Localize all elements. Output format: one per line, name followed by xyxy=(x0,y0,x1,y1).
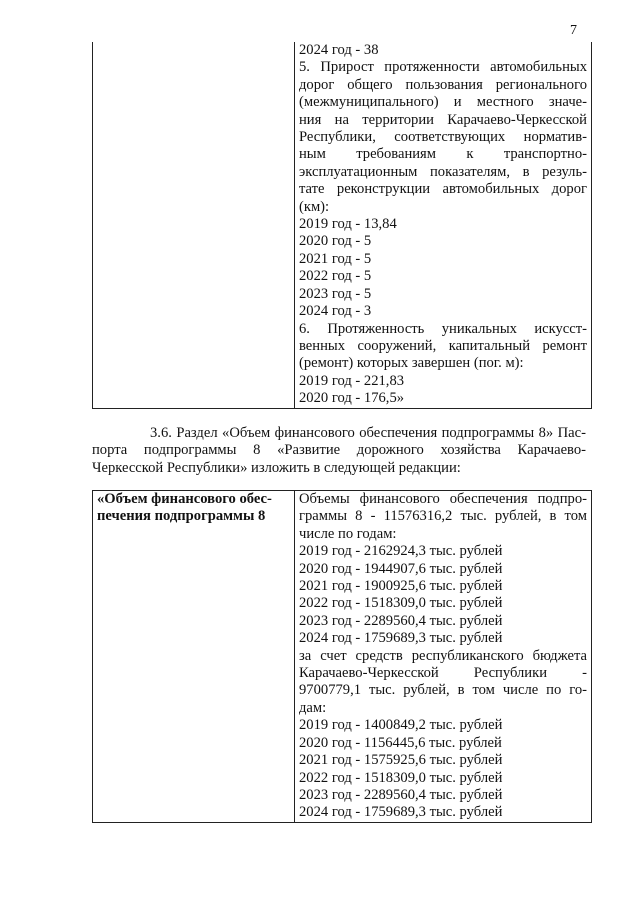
text-line: 3.6. Раздел «Объем финансового обеспечения подпрограммы 8» Пас- xyxy=(150,425,586,441)
text-line: 2019 год - 2162924,3 тыс. рублей xyxy=(299,543,503,560)
text-line: 6. Протяженность уникальных искусст- xyxy=(299,320,587,337)
text-line: 2020 год - 1156445,6 тыс. рублей xyxy=(299,734,502,751)
text-line: 2022 год - 5 xyxy=(299,268,372,285)
text-line: 2023 год - 2289560,4 тыс. рублей xyxy=(299,612,503,629)
text-line: 2022 год - 1518309,0 тыс. рублей xyxy=(299,769,503,786)
text-line: Карачаево-Черкесской Республики - xyxy=(299,665,587,682)
text-line: 2019 год - 221,83 xyxy=(299,372,405,389)
text-line: тате реконструкции автомобильных дорог xyxy=(299,181,587,198)
text-line: (ремонт) которых завершен (пог. м): xyxy=(299,355,524,372)
text-line: 2021 год - 1900925,6 тыс. рублей xyxy=(299,578,503,595)
page-number: 7 xyxy=(570,23,577,38)
text-line: (км): xyxy=(299,198,330,215)
text-line: 2021 год - 1575925,6 тыс. рублей xyxy=(299,752,503,769)
text-line: «Объем финансового обес- xyxy=(97,491,272,507)
text-line: Черкесской Республики» изложить в следующей редакции: xyxy=(92,459,461,476)
table-row xyxy=(93,491,592,823)
text-line: 2019 год - 13,84 xyxy=(299,216,397,233)
text-line: 2020 год - 176,5» xyxy=(299,390,405,407)
text-line: 2019 год - 1400849,2 тыс. рублей xyxy=(299,717,503,734)
text-line: 5. Прирост протяженности автомобильных xyxy=(299,59,587,76)
text-line: дорог общего пользования регионального xyxy=(299,76,587,93)
text-line: ным требованиям к транспортно- xyxy=(299,146,587,163)
financing-value-cell xyxy=(295,491,592,823)
text-line: порта подпрограммы 8 «Развитие дорожного хозяйства Карачаево- xyxy=(92,442,586,459)
text-line: граммы 8 - 11576316,2 тыс. рублей, в том xyxy=(299,508,587,525)
text-line: венных сооружений, капитальный ремонт xyxy=(299,337,587,354)
text-line: (межмуниципального) и местного значе- xyxy=(299,94,587,111)
financing-table xyxy=(92,490,592,823)
text-line: 9700779,1 тыс. рублей, в том числе по го- xyxy=(299,682,587,699)
text-line: 2021 год - 5 xyxy=(299,250,372,267)
text-line: печения подпрограммы 8 xyxy=(97,508,266,525)
text-line: 2022 год - 1518309,0 тыс. рублей xyxy=(299,595,503,612)
text-line: 2024 год - 1759689,3 тыс. рублей xyxy=(299,630,503,647)
text-line: Республики, соответствующих норматив- xyxy=(299,129,587,146)
indicators-table-continuation xyxy=(92,42,592,409)
text-line: эксплуатационным показателям, в резуль- xyxy=(299,163,587,180)
text-line: числе по годам: xyxy=(299,525,397,542)
text-line: 2024 год - 38 xyxy=(299,42,379,58)
financing-label-cell xyxy=(93,491,295,823)
indicators-cell xyxy=(295,42,592,408)
text-line: ния на территории Карачаево-Черкесской xyxy=(299,111,587,128)
text-line: дам: xyxy=(299,699,327,716)
text-line: 2024 год - 3 xyxy=(299,303,372,320)
table-cell-empty xyxy=(93,42,295,408)
text-line: за счет средств республиканского бюджета xyxy=(299,647,587,664)
text-line: 2020 год - 5 xyxy=(299,233,372,250)
text-line: 2024 год - 1759689,3 тыс. рублей xyxy=(299,804,503,821)
text-line: Объемы финансового обеспечения подпро- xyxy=(299,491,587,507)
text-line: 2020 год - 1944907,6 тыс. рублей xyxy=(299,560,503,577)
text-line: 2023 год - 5 xyxy=(299,285,372,302)
table-row xyxy=(93,42,592,408)
section-paragraph xyxy=(92,425,586,477)
text-line: 2023 год - 2289560,4 тыс. рублей xyxy=(299,786,503,803)
